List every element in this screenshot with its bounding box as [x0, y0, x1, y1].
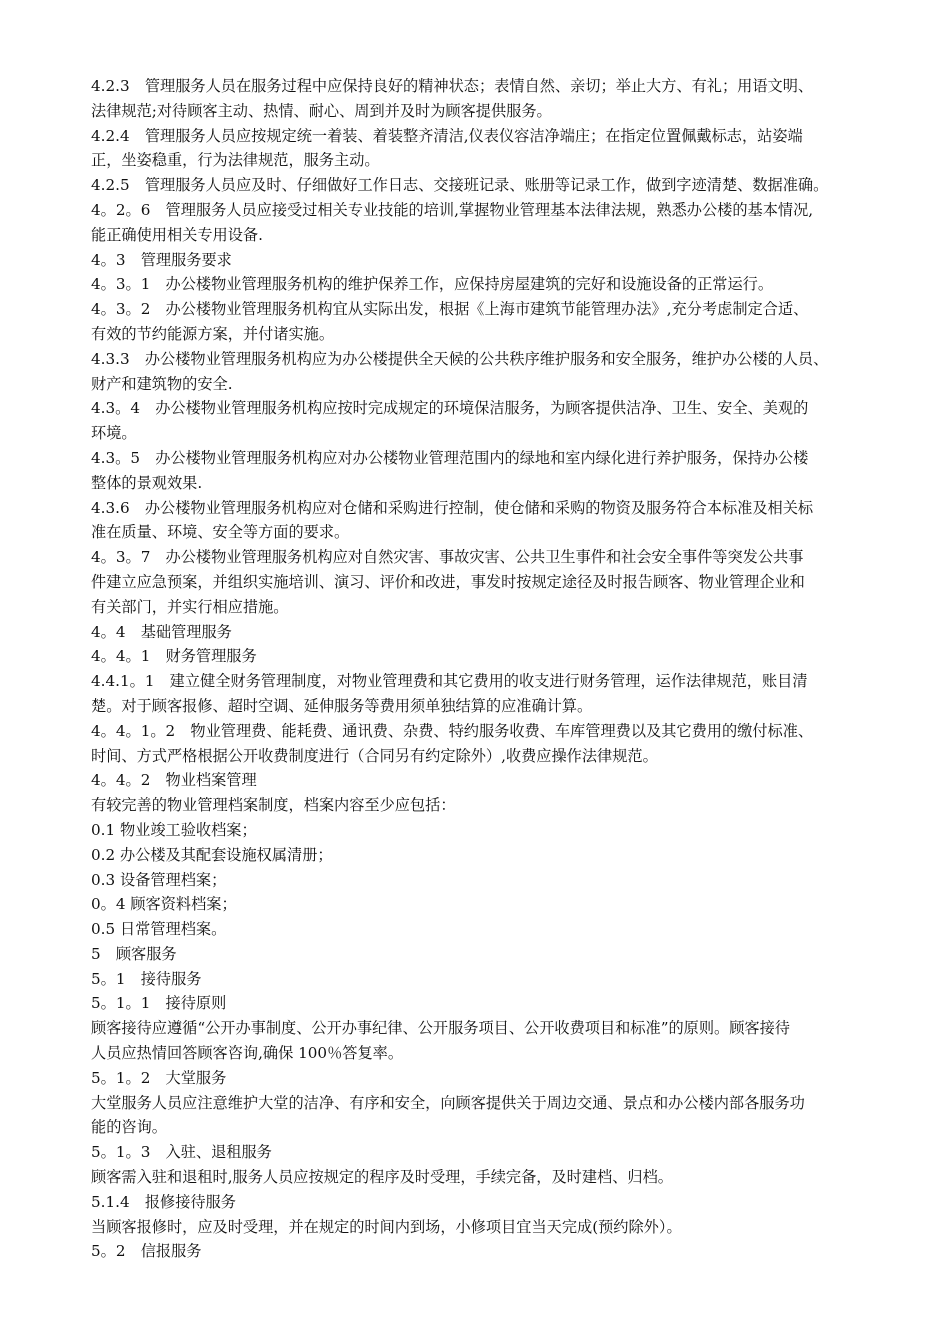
text-line: 4.3。5 办公楼物业管理服务机构应对办公楼物业管理范围内的绿地和室内绿化进行养护服务，保持办公楼: [91, 448, 809, 467]
text-line: 大堂服务人员应注意维护大堂的洁净、有序和安全，向顾客提供关于周边交通、景点和办公楼内部各服务功: [91, 1093, 805, 1112]
text-line: 4.3。4 办公楼物业管理服务机构应按时完成规定的环境保洁服务，为顾客提供洁净、卫生、安全、美观的: [91, 399, 809, 418]
text-line: 时间、方式严格根据公开收费制度进行（合同另有约定除外）,收费应操作法律规范。: [91, 746, 658, 765]
text-line: 环境。: [91, 424, 137, 443]
text-line: 准在质量、环境、安全等方面的要求。: [91, 523, 350, 542]
section-heading: 5 顾客服务: [91, 944, 177, 963]
section-heading: 5。1。3 入驻、退租服务: [91, 1143, 272, 1162]
section-heading: 5。1。2 大堂服务: [91, 1068, 227, 1087]
text-line: 有关部门，并实行相应措施。: [91, 597, 289, 616]
text-line: 4.3.6 办公楼物业管理服务机构应对仓储和采购进行控制，使仓储和采购的物资及服务符合本标准及相关标: [91, 498, 814, 517]
section-heading: 4。4。2 物业档案管理: [91, 771, 257, 790]
section-heading: 5。1 接待服务: [91, 969, 202, 988]
text-line: 整体的景观效果.: [91, 473, 203, 492]
section-heading: 4。3 管理服务要求: [91, 250, 232, 269]
section-heading: 4。4。1 财务管理服务: [91, 647, 257, 666]
text-line: 财产和建筑物的安全.: [91, 374, 233, 393]
list-item: 0.5 日常管理档案。: [91, 920, 227, 939]
section-heading: 4。4 基础管理服务: [91, 622, 232, 641]
text-line: 4.2.5 管理服务人员应及时、仔细做好工作日志、交接班记录、账册等记录工作，做到字迹清楚、数据准确。: [91, 176, 829, 195]
text-line: 能正确使用相关专用设备.: [91, 225, 263, 244]
text-line: 能的咨询。: [91, 1118, 167, 1137]
text-line: 件建立应急预案，并组织实施培训、演习、评价和改进，事发时按规定途径及时报告顾客、物业管理企业和: [91, 572, 805, 591]
section-heading: 5.1.4 报修接待服务: [91, 1192, 236, 1211]
section-heading: 5。2 信报服务: [91, 1242, 202, 1261]
text-line: 4.2.3 管理服务人员在服务过程中应保持良好的精神状态；表情自然、亲切；举止大方、有礼；用语文明、: [91, 77, 814, 95]
text-line: 4.2.4 管理服务人员应按规定统一着装、着装整齐清洁,仪表仪容洁净端庄；在指定位置佩戴标志，站姿端: [91, 126, 803, 145]
text-line: 4。3。7 办公楼物业管理服务机构应对自然灾害、事故灾害、公共卫生事件和社会安全事件等突发公共事: [91, 548, 804, 567]
list-item: 0。4 顾客资料档案；: [91, 895, 237, 914]
list-item: 0.2 办公楼及其配套设施权属清册；: [91, 845, 333, 864]
text-line: 4。2。6 管理服务人员应接受过相关专业技能的培训,掌握物业管理基本法律法规，熟悉办公楼的基本情况,: [91, 200, 814, 219]
list-item: 0.1 物业竣工验收档案；: [91, 820, 257, 839]
text-line: 顾客接待应遵循“公开办事制度、公开办事纪律、公开服务项目、公开收费项目和标准”的原则。顾客接待: [91, 1019, 790, 1038]
text-line: 正，坐姿稳重，行为法律规范，服务主动。: [91, 151, 380, 170]
text-line: 4.4.1。1 建立健全财务管理制度，对物业管理费和其它费用的收支进行财务管理，运作法律规范，账目清: [91, 672, 808, 691]
text-line: 人员应热情回答顾客咨询,确保 100％答复率。: [91, 1044, 404, 1063]
text-line: 4。3。2 办公楼物业管理服务机构宜从实际出发，根据《上海市建筑节能管理办法》,充分考虑制定合适、: [91, 300, 809, 319]
text-line: 4。4。1。2 物业管理费、能耗费、通讯费、杂费、特约服务收费、车库管理费以及其它费用的缴付标准、: [91, 721, 814, 740]
text-line: 楚。对于顾客报修、超时空调、延伸服务等费用须单独结算的应准确计算。: [91, 696, 593, 715]
text-line: 4。3。1 办公楼物业管理服务机构的维护保养工作，应保持房屋建筑的完好和设施设备的正常运行。: [91, 275, 774, 294]
text-line: 有效的节约能源方案，并付诸实施。: [91, 324, 334, 343]
text-line: 法律规范;对待顾客主动、热情、耐心、周到并及时为顾客提供服务。: [91, 101, 552, 120]
text-line: 有较完善的物业管理档案制度，档案内容至少应包括：: [91, 796, 456, 815]
text-line: 当顾客报修时，应及时受理，并在规定的时间内到场，小修项目宜当天完成(预约除外）。: [91, 1217, 682, 1236]
text-line: 顾客需入驻和退租时,服务人员应按规定的程序及时受理，手续完备，及时建档、归档。: [91, 1168, 673, 1187]
list-item: 0.3 设备管理档案；: [91, 870, 227, 889]
section-heading: 5。1。1 接待原则: [91, 994, 227, 1013]
text-line: 4.3.3 办公楼物业管理服务机构应为办公楼提供全天候的公共秩序维护服务和安全服务，维护办公楼的人员、: [91, 349, 829, 368]
